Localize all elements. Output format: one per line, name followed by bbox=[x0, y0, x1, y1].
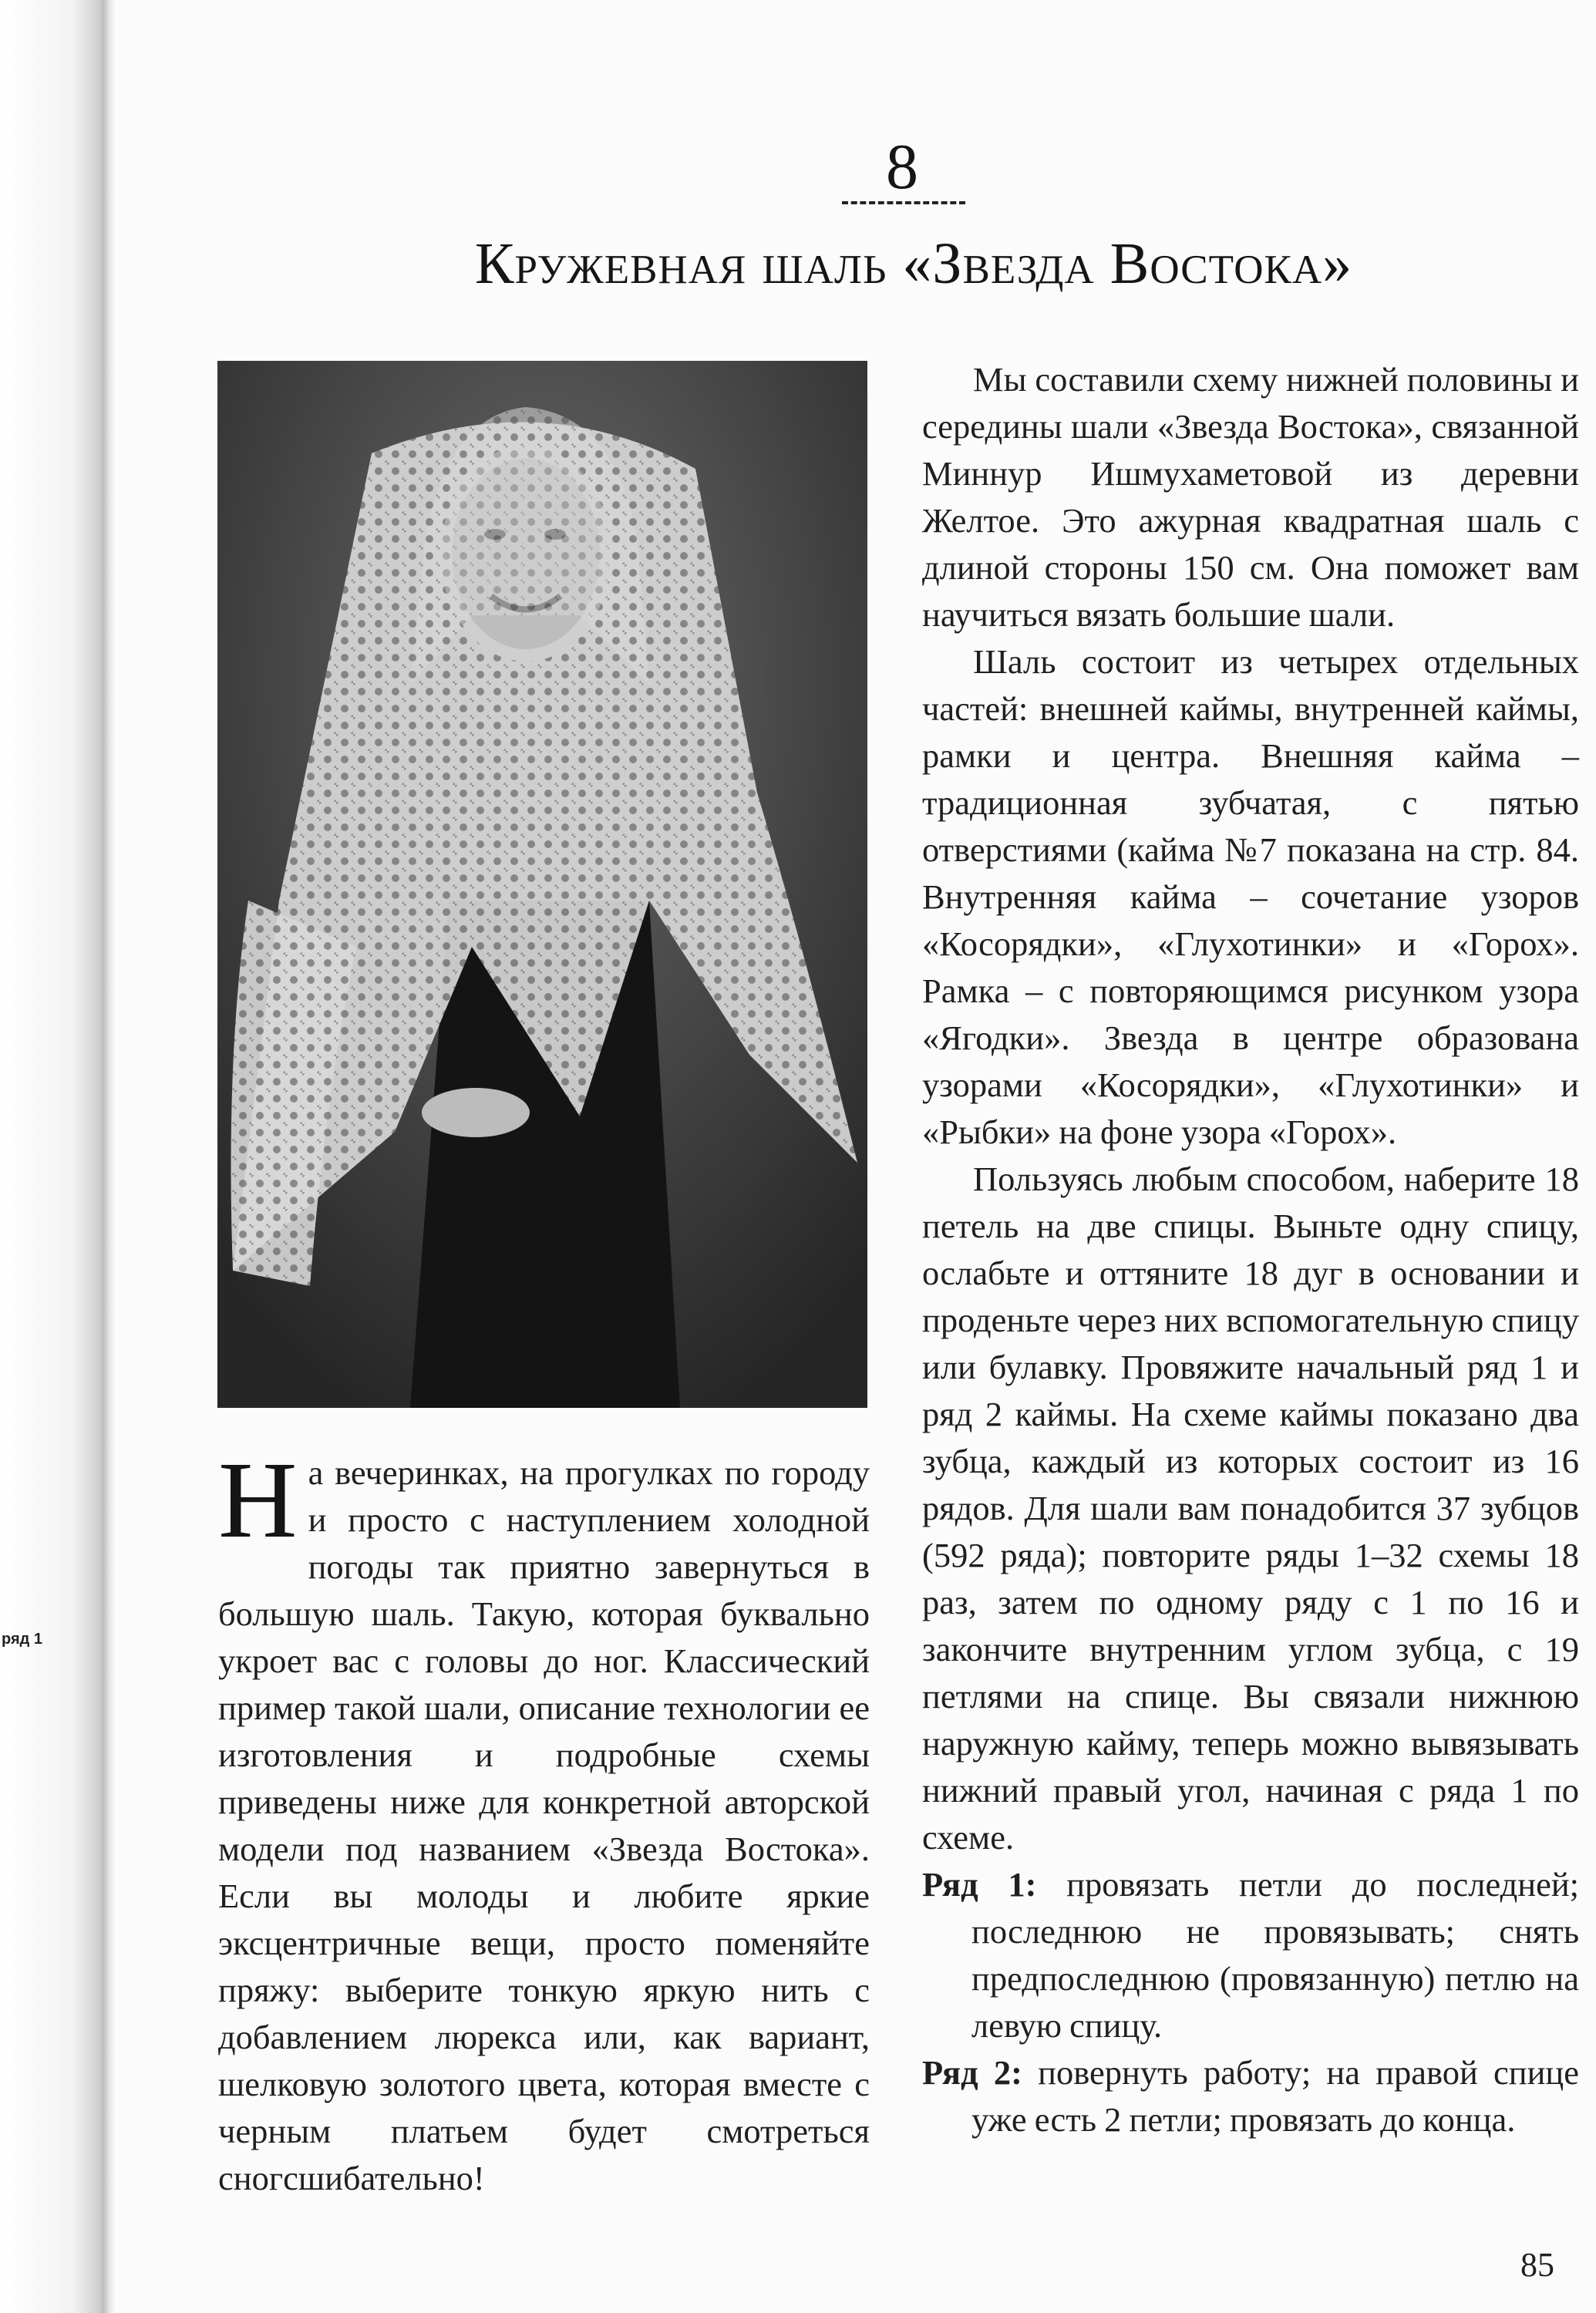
row-instruction bbox=[922, 2049, 1579, 2143]
body-paragraph: Шаль состоит из четырех отдельных частей: внешней каймы, внутренней каймы, рамки и центра. Внешняя кайма – традиционная зубчатая, с пятью отверстиями (кайма №7 показана на стр. 84. Внутренняя кайма – сочетание узоров «Косорядки», «Глухотинки» и «Горох». Рамка – с повторяющимся рисунком узора «Ягодки». Звезда в центре образована узорами «Косорядки», «Глухотинки» и «Рыбки» на фоне узора «Горох». bbox=[922, 642, 1579, 1151]
intro-text: а вечеринках, на прогулках по городу и просто с наступлением холодной погоды так приятно завернуться в большую шаль. Такую, которая буквально укроет вас с головы до ног. Классический пример такой шали, описание технологии ее изготовления и подробные схемы приведены ниже для конкретной авторской модели под названием «Звезда Востока». Если вы молоды и любите яркие эксцентричные вещи, просто поменяйте пряжу: выберите тонкую яркую нить с добавлением люрекса или, как вариант, шелковую золотого цвета, которая вместе с черным платьем будет смотреться сногсшибательно! bbox=[218, 1453, 870, 2197]
book-spine bbox=[0, 0, 116, 2313]
body-column bbox=[922, 356, 1579, 2143]
body-paragraph: Мы составили схему нижней половины и середины шали «Звезда Востока», связанной Миннур Ишмухаметовой из деревни Желтое. Это ажурная квадратная шаль с длиной стороны 150 см. Она поможет вам научиться вязать большие шали. bbox=[922, 360, 1579, 634]
shawl-portrait-illustration bbox=[217, 361, 867, 1408]
portrait-photo bbox=[217, 361, 867, 1408]
intro-paragraph bbox=[218, 1439, 870, 2202]
body-paragraph: Пользуясь любым способом, наберите 18 петель на две спицы. Выньте одну спицу, ослабьте и оттяните 18 дуг в основании и проденьте через них вспомогательную спицу или булавку. Провяжите начальный ряд 1 и ряд 2 каймы. На схеме каймы показано два зубца, каждый из которых состоит из 16 рядов. Для шали вам понадобится 37 зубцов (592 ряда); повторите ряды 1–32 схемы 18 раз, затем по одному ряду с 1 по 16 и закончите внутренним углом зубца, с 19 петлями на спице. Вы связали нижнюю наружную кайму, теперь можно вывязывать нижний правый угол, начиная с ряда 1 по схеме. bbox=[922, 1160, 1579, 1857]
row-label: Ряд 2: bbox=[922, 2053, 1022, 2092]
row-text: повернуть работу; на правой спице уже есть 2 петли; провязать до конца. bbox=[971, 2053, 1579, 2139]
drop-cap: Н bbox=[218, 1439, 298, 1561]
row-label: Ряд 1: bbox=[922, 1865, 1037, 1904]
chapter-divider bbox=[842, 201, 965, 204]
margin-note: ряд 1 bbox=[2, 1631, 42, 1648]
chapter-title: Кружевная шаль «Звезда Востока» bbox=[474, 231, 1353, 296]
page-number: 85 bbox=[1520, 2246, 1554, 2284]
row-instruction bbox=[922, 1861, 1579, 2049]
chapter-number: 8 bbox=[886, 131, 918, 203]
intro-column bbox=[218, 1439, 870, 2202]
row-text: провязать петли до последней; последнюю не провязывать; снять предпоследнюю (провязанную) петлю на левую спицу. bbox=[971, 1865, 1580, 2045]
